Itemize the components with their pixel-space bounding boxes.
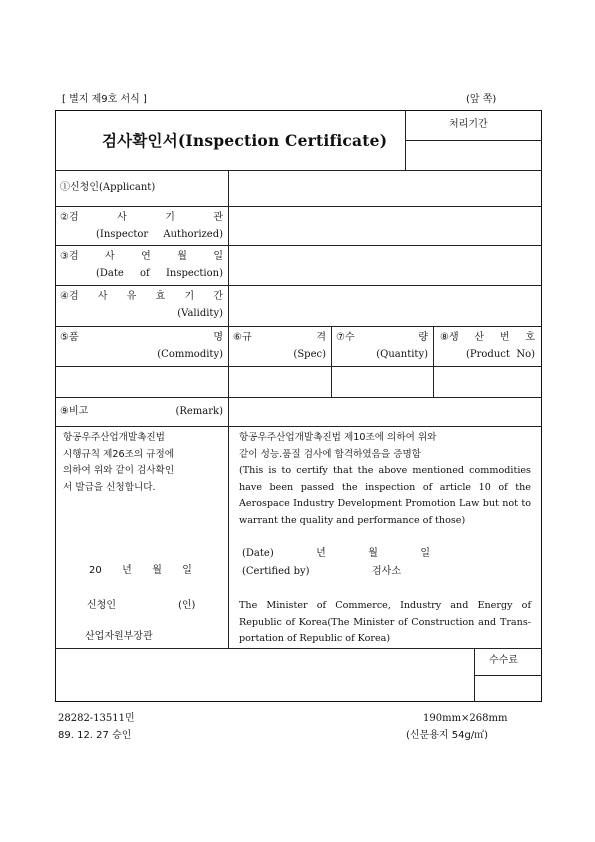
remark-label: ⑨비고 <box>60 406 89 417</box>
form-code: 28282-13511민 <box>58 713 135 724</box>
minister-statement: The Minister of Commerce, Industry and Energy of Republic of Korea(The Minister of Construction and Trans- portation of Republic of Korea) <box>239 600 531 644</box>
fee-field[interactable] <box>475 676 541 701</box>
processing-period-label: 처리기간 <box>449 119 488 130</box>
product-no-field[interactable] <box>434 367 541 396</box>
certification-date: (Date) 년 월 일 <box>242 548 430 559</box>
inspection-date-field[interactable] <box>229 246 541 284</box>
certified-by-label: (Certified by) <box>242 566 310 577</box>
commodity-field[interactable] <box>56 367 227 396</box>
inspector-label: ②검 사 기 관 <box>60 212 223 223</box>
addressee: 산업자원부장관 <box>85 631 153 642</box>
form-number: [ 별지 제9호 서식 ] <box>62 94 147 105</box>
product-no-label: ⑧생 산 번 호 <box>440 332 535 343</box>
applicant-label: ①신청인(Applicant) <box>60 182 156 193</box>
product-no-label-en: (Product No) <box>466 349 535 360</box>
certification-statement: 항공우주산업개발촉진법 제10조에 의하여 위와 같이 성능.품질 검사에 합격하였음을 증명함 (This is to certify that the above mentioned commodities have been passed the inspection of article 10 of the Aerospace Industry Development Promotion Law but not to warrant the quality and performance of those) <box>239 432 531 526</box>
applicant-signature-label: 신청인 <box>87 600 116 611</box>
divider <box>55 426 542 427</box>
inspection-office: 검사소 <box>372 566 401 577</box>
commodity-label-en: (Commodity) <box>157 349 223 360</box>
approval-date: 89. 12. 27 승인 <box>58 730 132 741</box>
quantity-field[interactable] <box>332 367 432 396</box>
validity-label: ④검 사 유 효 기 간 <box>60 291 223 302</box>
applicant-field[interactable] <box>229 171 541 205</box>
quantity-label: ⑦수 량 <box>336 332 428 343</box>
page-side-label: (앞 쪽) <box>466 94 497 105</box>
inspection-date-label: ③검 사 연 월 일 <box>60 251 223 262</box>
validity-field[interactable] <box>229 286 541 325</box>
inspector-field[interactable] <box>229 207 541 244</box>
paper-type: (신문용지 54g/㎡) <box>406 730 489 741</box>
form-title: 검사확인서(Inspection Certificate) <box>102 131 388 150</box>
spec-label-en: (Spec) <box>293 349 326 360</box>
inspector-label-en: (Inspector Authorized) <box>96 229 223 240</box>
spec-label: ⑥규 격 <box>233 332 326 343</box>
seal-mark: (인) <box>178 600 196 611</box>
application-date: 20 년 월 일 <box>89 565 192 576</box>
inspection-date-label-en: (Date of Inspection) <box>96 268 223 279</box>
fee-label: 수수료 <box>489 655 518 666</box>
quantity-label-en: (Quantity) <box>376 349 428 360</box>
commodity-label: ⑤품 명 <box>60 332 223 343</box>
validity-label-en: (Validity) <box>177 308 223 319</box>
paper-size: 190mm×268mm <box>423 713 508 724</box>
spec-field[interactable] <box>229 367 330 396</box>
application-statement: 항공우주산업개발촉진법 시행규칙 제26조의 규정에 의하여 위와 같이 검사확인 서 발급을 신청합니다. <box>63 432 175 493</box>
divider <box>55 326 542 327</box>
divider <box>55 648 542 649</box>
processing-period-field[interactable] <box>406 141 541 169</box>
remark-field[interactable] <box>229 398 541 425</box>
remark-label-en: (Remark) <box>175 406 223 417</box>
